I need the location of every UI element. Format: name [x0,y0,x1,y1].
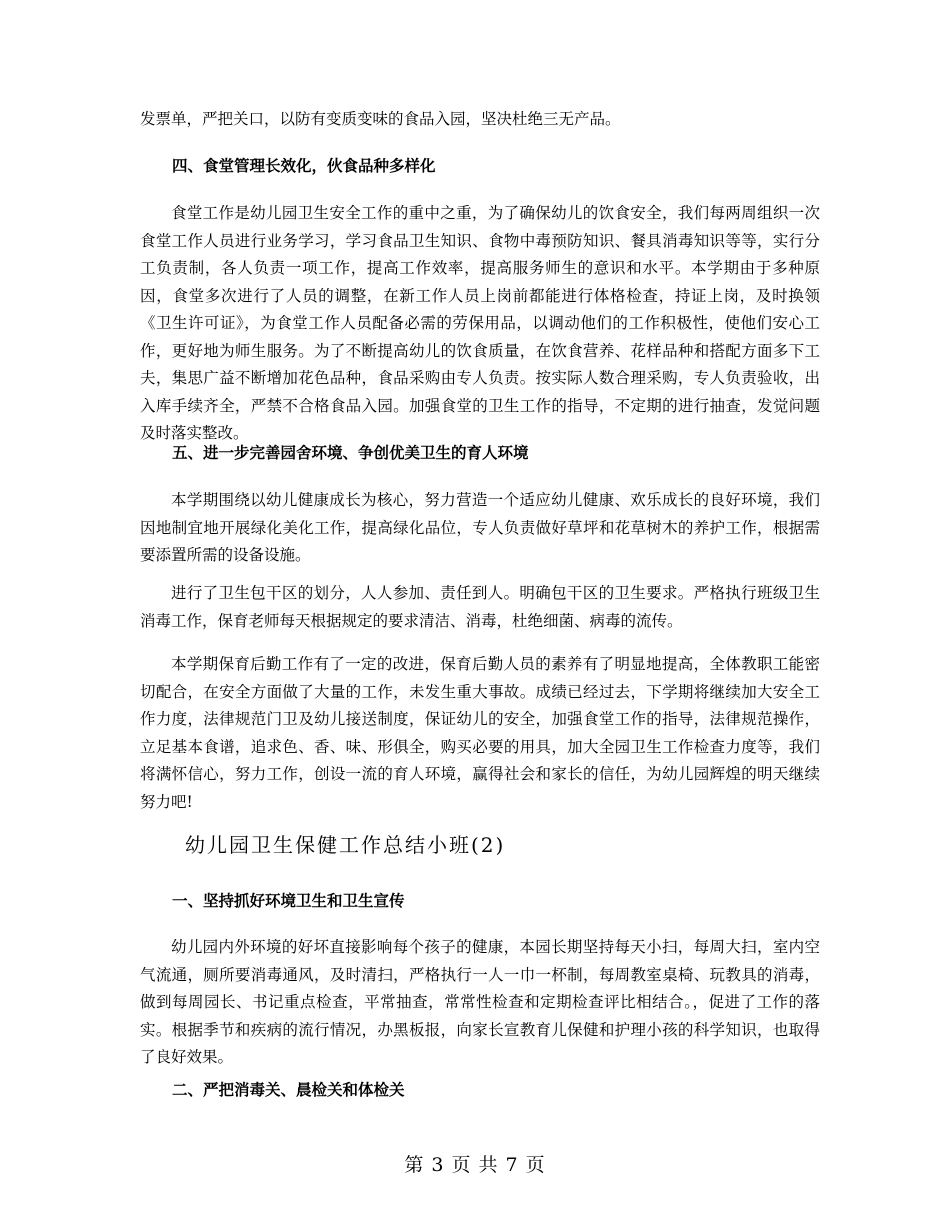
document-title-2: 幼儿园卫生保健工作总结小班(2) [185,833,506,857]
part2-section-heading-2: 二、严把消毒关、晨检关和体检关 [172,1081,405,1099]
page-number-footer: 第 3 页 共 7 页 [404,1154,546,1176]
section-4-paragraph: 食堂工作是幼儿园卫生安全工作的重中之重，为了确保幼儿的饮食安全，我们每两周组织一次食堂工作人员进行业务学习，学习食品卫生知识、食物中毒预防知识、餐具消毒知识等等，实行分工负责制，各人负责一项工作，提高工作效率，提高服务师生的意识和水平。本学期由于多种原因，食堂多次进行了人员的调整，在新工作人员上岗前都能进行体格检查，持证上岗，及时换领《卫生许可证》，为食堂工作人员配备必需的劳保用品，以调动他们的工作积极性，使他们安心工作，更好地为师生服务。为了不断提高幼儿的饮食质量，在饮食营养、花样品种和搭配方面多下工夫，集思广益不断增加花色品种，食品采购由专人负责。按实际人数合理采购，专人负责验收，出入库手续齐全，严禁不合格食品入园。加强食堂的卫生工作的指导，不定期的进行抽查，发觉问题及时落实整改。 [140,204,820,442]
section-5-paragraph-1: 本学期围绕以幼儿健康成长为核心，努力营造一个适应幼儿健康、欢乐成长的良好环境，我们因地制宜地开展绿化美化工作，提高绿化品位，专人负责做好草坪和花草树木的养护工作，根据需要添置所需的设备设施。 [140,491,820,564]
part2-section-1-paragraph: 幼儿园内外环境的好坏直接影响每个孩子的健康，本园长期坚持每天小扫，每周大扫，室内空气流通，厕所要消毒通风，及时清扫，严格执行一人一巾一杯制，每周教室桌椅、玩教具的消毒，做到每周园长、书记重点检查，平常抽查，常常性检查和定期检查评比相结合。，促进了工作的落实。根据季节和疾病的流行情况，办黑板报，向家长宣教育儿保健和护理小孩的科学知识，也取得了良好效果。 [140,938,820,1066]
section-heading-5: 五、进一步完善园舍环境、争创优美卫生的育人环境 [172,444,529,462]
section-5-paragraph-3: 本学期保育后勤工作有了一定的改进，保育后勤人员的素养有了明显地提高，全体教职工能密切配合，在安全方面做了大量的工作，未发生重大事故。成绩已经过去，下学期将继续加大安全工作力度，法律规范门卫及幼儿接送制度，保证幼儿的安全，加强食堂工作的指导，法律规范操作，立足基本食谱，追求色、香、味、形俱全，购买必要的用具，加大全园卫生工作检查力度等，我们将满怀信心，努力工作，创设一流的育人环境，赢得社会和家长的信任，为幼儿园辉煌的明天继续努力吧! [140,655,820,811]
section-5-paragraph-2: 进行了卫生包干区的划分，人人参加、责任到人。明确包干区的卫生要求。严格执行班级卫生消毒工作，保育老师每天根据规定的要求清洁、消毒，杜绝细菌、病毒的流传。 [140,584,820,630]
section-heading-4: 四、食堂管理长效化，伙食品种多样化 [172,157,436,175]
part2-section-heading-1: 一、坚持抓好环境卫生和卫生宣传 [172,892,405,910]
continuation-paragraph: 发票单，严把关口，以防有变质变味的食品入园，坚决杜绝三无产品。 [140,110,621,128]
